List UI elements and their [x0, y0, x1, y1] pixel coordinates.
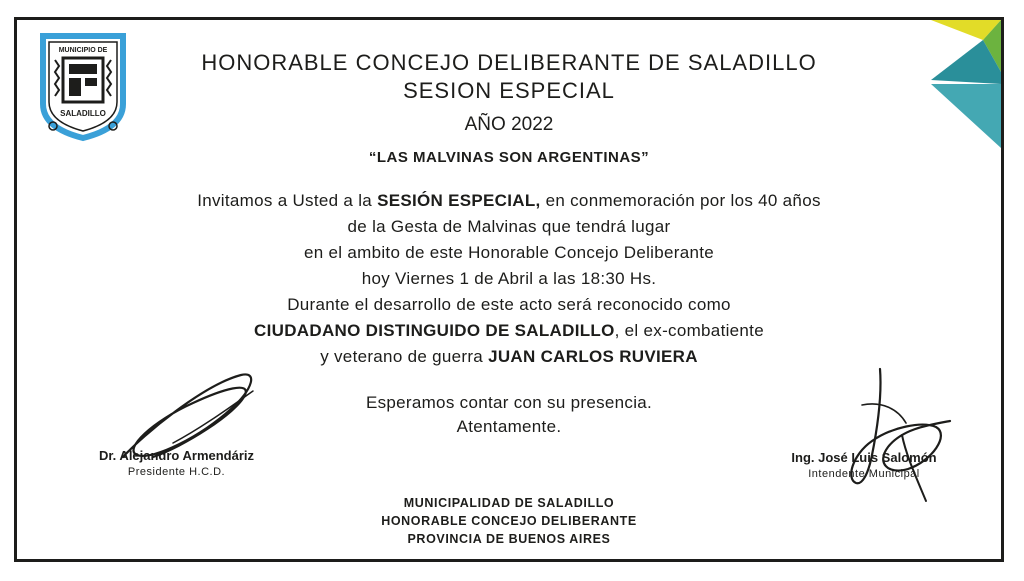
honoree-name: JUAN CARLOS RUVIERA [488, 347, 698, 366]
invitation-card [14, 17, 1004, 562]
closing-line-1: Esperamos contar con su presencia. [365, 393, 653, 412]
year-label: AÑO 2022 [464, 114, 554, 135]
honor-title: CIUDADANO DISTINGUIDO DE SALADILLO [254, 321, 615, 340]
body-line-6 [17, 318, 1001, 344]
logo-bottom-text: SALADILLO [60, 109, 106, 118]
body-line-2: de la Gesta de Malvinas que tendrá lugar [347, 217, 671, 236]
footer-line-2: HONORABLE CONCEJO DELIBERANTE [381, 514, 637, 528]
body-text: , el ex-combatiente [614, 321, 764, 340]
session-highlight: SESIÓN ESPECIAL, [377, 191, 541, 210]
footer-line-1: MUNICIPALIDAD DE SALADILLO [403, 496, 615, 510]
title-line-1: HONORABLE CONCEJO DELIBERANTE DE SALADILLO [201, 50, 817, 75]
handwritten-signature-right [832, 365, 962, 505]
body-text: Invitamos a Usted a la [197, 191, 378, 210]
body-text: en conmemoración por los 40 años [540, 191, 821, 210]
motto: “LAS MALVINAS SON ARGENTINAS” [368, 149, 650, 166]
footer-line-3: PROVINCIA DE BUENOS AIRES [407, 532, 611, 546]
body-text: y veterano de guerra [320, 347, 489, 366]
footer [17, 494, 1001, 548]
handwritten-signature-left [113, 365, 263, 465]
signatory-name: Ing. José Luis Salomón [791, 450, 937, 465]
signatory-role: Intendente Municipal [808, 468, 920, 480]
title-line-2: SESION ESPECIAL [403, 78, 615, 103]
body-line-1 [17, 188, 1001, 214]
body-line-5: Durante el desarrollo de este acto será reconocido como [287, 295, 731, 314]
signatory-role: Presidente H.C.D. [127, 466, 226, 478]
body-line-4: hoy Viernes 1 de Abril a las 18:30 Hs. [361, 269, 657, 288]
logo-top-text: MUNICIPIO DE [58, 47, 108, 54]
invitation-body [17, 188, 1001, 370]
body-line-3: en el ambito de este Honorable Concejo Deliberante [303, 243, 715, 262]
signatory-name: Dr. Alejandro Armendáriz [98, 448, 255, 463]
closing-line-2: Atentamente. [456, 417, 562, 436]
